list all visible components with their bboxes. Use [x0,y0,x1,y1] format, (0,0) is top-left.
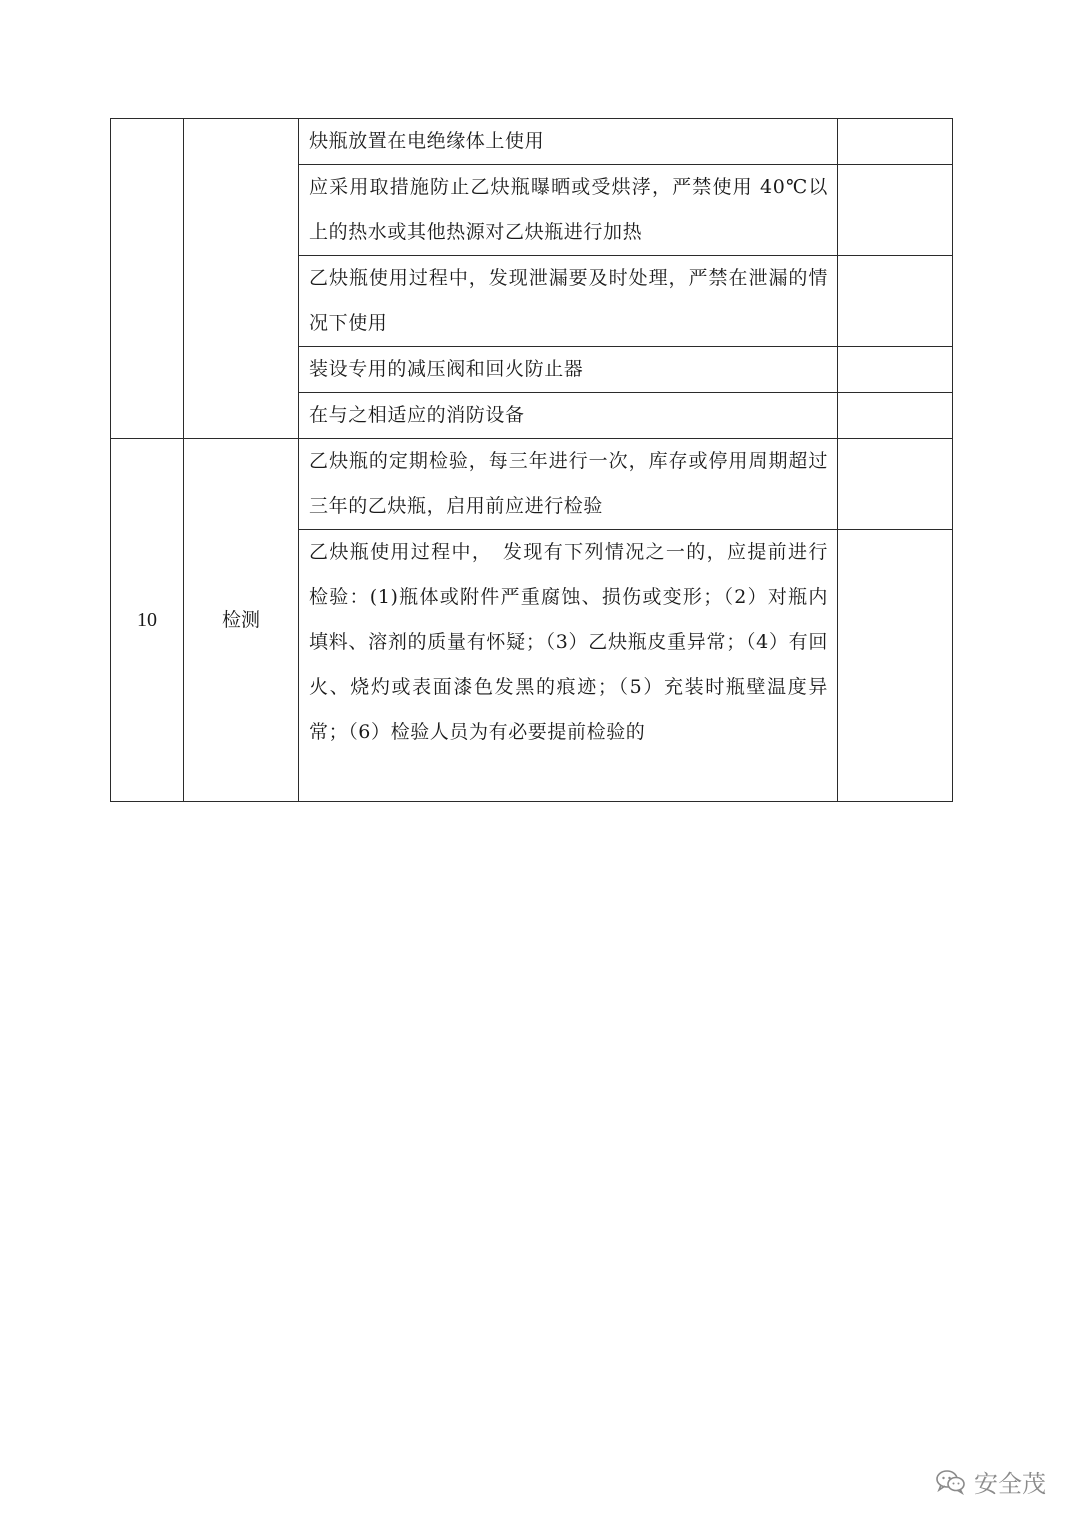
table-row [111,119,953,165]
result-cell [838,439,953,530]
requirement-cell: 乙炔瓶使用过程中， 发现有下列情况之一的，应提前进行检验：(1)瓶体或附件严重腐蚀、损伤或变形；（2）对瓶内填料、溶剂的质量有怀疑；（3）乙炔瓶皮重异常；（4）有回火、烧灼或表面漆色发黑的痕迹；（5）充装时瓶壁温度异常；（6）检验人员为有必要提前检验的 [299,530,838,802]
watermark-text: 安全茂 [974,1470,1046,1498]
requirement-cell: 乙炔瓶使用过程中，发现泄漏要及时处理，严禁在泄漏的情况下使用 [299,256,838,347]
result-cell [838,530,953,802]
wechat-icon [936,1469,966,1495]
requirement-cell: 装设专用的减压阀和回火防止器 [299,347,838,393]
requirement-cell: 在与之相适应的消防设备 [299,393,838,439]
result-cell [838,165,953,256]
inspection-table [110,118,953,802]
category-cell: 检测 [184,439,299,802]
result-cell [838,256,953,347]
result-cell [838,347,953,393]
category-cell [184,119,299,439]
requirement-cell: 炔瓶放置在电绝缘体上使用 [299,119,838,165]
requirement-cell: 乙炔瓶的定期检验，每三年进行一次，库存或停用周期超过三年的乙炔瓶，启用前应进行检验 [299,439,838,530]
requirement-cell: 应采用取措施防止乙炔瓶曝晒或受烘涍，严禁使用 40℃以上的热水或其他热源对乙炔瓶进行加热 [299,165,838,256]
watermark [936,1464,1046,1499]
result-cell [838,119,953,165]
item-number-cell [111,119,184,439]
item-number-cell: 10 [111,439,184,802]
table-row [111,439,953,530]
result-cell [838,393,953,439]
